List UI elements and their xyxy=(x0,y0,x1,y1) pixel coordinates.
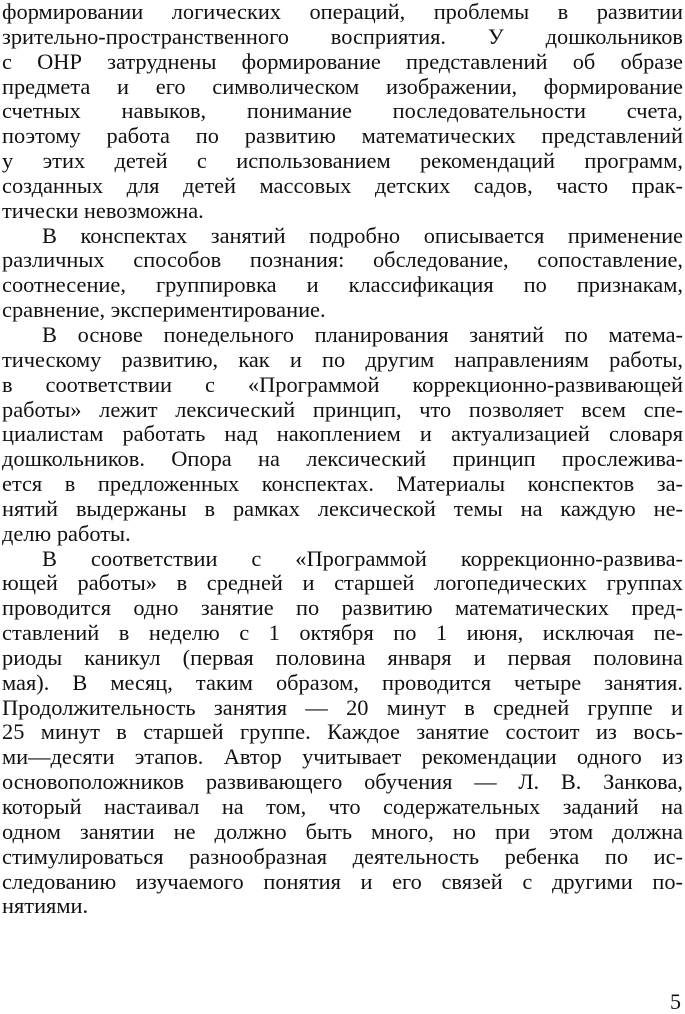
text-line: основоположников развивающего обучения — Л. В. Занкова, xyxy=(2,770,683,795)
text-line: тически невозможна. xyxy=(2,198,204,223)
text-line: ющей работы» в средней и старшей логопедических группах xyxy=(2,571,683,596)
text-line: Продолжительность занятия — 20 минут в средней группе и xyxy=(2,695,683,720)
text-line: следованию изучаемого понятия и его связей с другими по- xyxy=(2,869,683,894)
text-line: ется в предложенных конспектах. Материалы конспектов за- xyxy=(2,472,683,497)
text-line: 25 минут в старшей группе. Каждое занятие состоит из вось- xyxy=(2,720,683,745)
text-line: с ОНР затруднены формирование представлений об образе xyxy=(2,49,683,74)
text-line: нятий выдержаны в рамках лексической темы на каждую не- xyxy=(2,496,683,521)
page-number: 5 xyxy=(670,989,681,1014)
text-line: который настаивал на том, что содержательных заданий на xyxy=(2,795,683,819)
text-line: сравнение, экспериментирование. xyxy=(2,298,326,323)
text-line: риоды каникул (первая половина января и первая половина xyxy=(2,645,683,670)
book-page xyxy=(2,0,683,919)
text-line: ставлений в неделю с 1 октября по 1 июня, исключая пе- xyxy=(2,621,683,646)
text-line: дошкольников. Опора на лексический принцип прослежива- xyxy=(2,447,683,472)
text-line: счетных навыков, понимание последовательности счета, xyxy=(2,99,683,124)
text-line: зрительно-пространственного восприятия. У дошкольников xyxy=(2,24,683,49)
text-line: В конспектах занятий подробно описывается применение xyxy=(42,223,683,248)
paragraph xyxy=(2,224,683,323)
text-line: формировании логических операций, проблемы в развитии xyxy=(2,0,683,24)
text-line: одном занятии не должно быть много, но при этом должна xyxy=(2,819,683,844)
text-line: стимулироваться разнообразная деятельность ребенка по ис- xyxy=(2,844,683,869)
text-line: предмета и его символическом изображении, формирование xyxy=(2,74,683,99)
text-body xyxy=(2,0,683,919)
text-line: соотнесение, группировка и классификация по признакам, xyxy=(2,273,683,298)
paragraph xyxy=(2,323,683,547)
text-line: В соответствии с «Программой коррекционно-развива- xyxy=(42,546,683,571)
text-line: проводится одно занятие по развитию математических пред- xyxy=(2,596,683,621)
text-line: у этих детей с использованием рекомендаций программ, xyxy=(2,149,683,174)
text-line: делю работы. xyxy=(2,521,131,546)
text-line: ми—десяти этапов. Автор учитывает рекомендации одного из xyxy=(2,745,683,770)
text-line: различных способов познания: обследование, сопоставление, xyxy=(2,248,683,273)
text-line: В основе понедельного планирования занятий по матема- xyxy=(42,322,683,347)
paragraph xyxy=(2,0,683,224)
text-line: в соответствии с «Программой коррекционно-развивающей xyxy=(2,372,683,397)
text-line: работы» лежит лексический принцип, что позволяет всем спе- xyxy=(2,397,683,422)
text-line: циалистам работать над накоплением и актуализацией словаря xyxy=(2,422,683,447)
text-line: нятиями. xyxy=(2,894,89,919)
paragraph xyxy=(2,547,683,920)
text-line: созданных для детей массовых детских садов, часто прак- xyxy=(2,173,683,198)
text-line: мая). В месяц, таким образом, проводится четыре занятия. xyxy=(2,670,683,695)
text-line: тическому развитию, как и по другим направлениям работы, xyxy=(2,347,683,372)
text-line: поэтому работа по развитию математических представлений xyxy=(2,124,683,149)
